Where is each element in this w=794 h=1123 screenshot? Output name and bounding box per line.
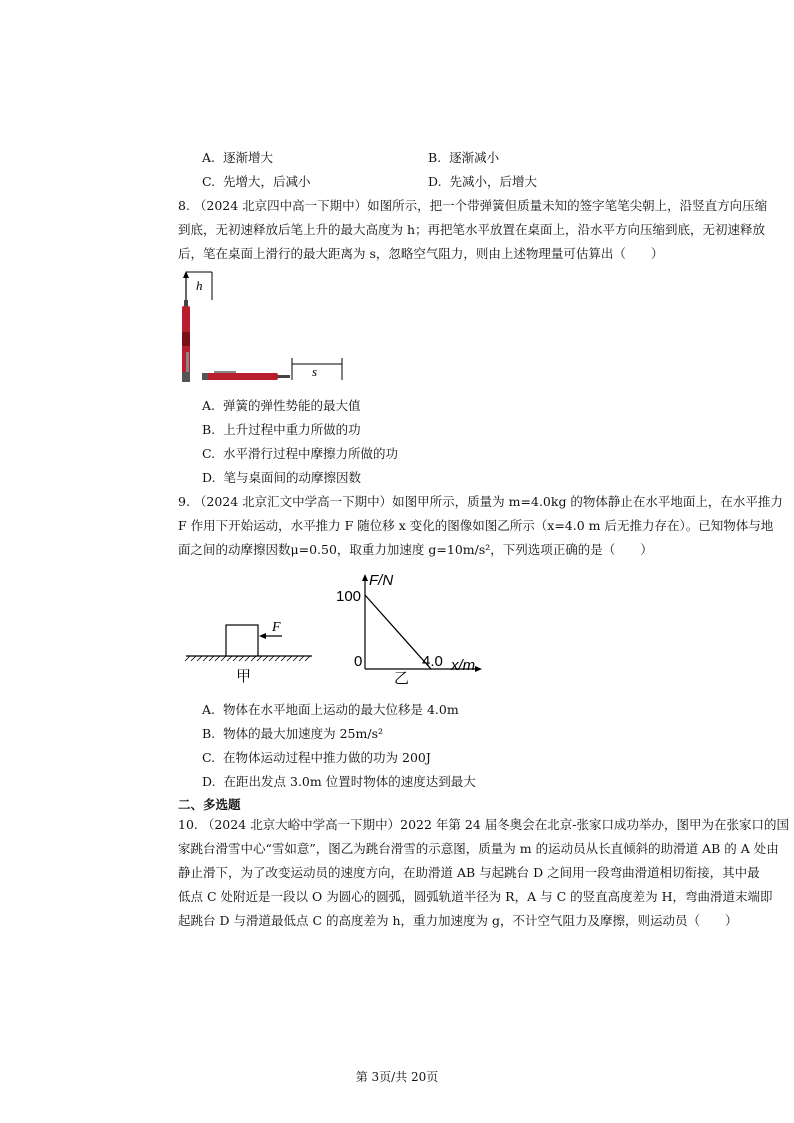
x-tick-4: 4.0 xyxy=(422,653,443,670)
vertical-pen-grip xyxy=(182,332,190,346)
horizontal-pen-body xyxy=(206,373,278,380)
q7-option-a: A. 逐渐增大 xyxy=(202,150,273,165)
y-axis-arrow xyxy=(362,574,368,581)
x-axis-arrow xyxy=(475,666,482,672)
q10-stem-line-4: 低点 C 处附近是一段以 O 为圆心的圆弧，圆弧轨道半径为 R，A 与 C 的竖直高度差为 H，弯曲滑道末端即 xyxy=(178,889,773,904)
q9-figure-jia xyxy=(184,615,319,690)
y-tick-100: 100 xyxy=(336,588,362,605)
q9-figure-yi xyxy=(330,568,490,688)
force-label: F xyxy=(272,620,281,635)
ground-hatching xyxy=(185,656,310,661)
q9-option-c: C. 在物体运动过程中推力做的功为 200J xyxy=(202,750,431,765)
q8-stem-line-1: 8. （2024 北京四中高一下期中）如图所示，把一个带弹簧但质量未知的签字笔笔尖朝上，沿竖直方向压缩 xyxy=(178,198,768,213)
q7-option-b: B. 逐渐减小 xyxy=(428,150,500,165)
vertical-pen-cap xyxy=(182,372,190,382)
horizontal-pen-clip xyxy=(214,371,236,373)
vertical-pen-clip xyxy=(186,352,189,372)
q10-stem-line-1: 10. （2024 北京大峪中学高一下期中）2022 年第 24 届冬奥会在北京-张家口成功举办，图甲为在张家口的国 xyxy=(178,817,790,832)
block xyxy=(226,625,258,656)
q9-stem-line-2: F 作用下开始运动，水平推力 F 随位移 x 变化的图像如图乙所示（x=4.0 m 后无推力存在）。已知物体与地 xyxy=(178,518,774,533)
q10-stem-line-3: 静止滑下，为了改变运动员的速度方向，在助滑道 AB 与起跳台 D 之间用一段弯曲滑道相切衔接，其中最 xyxy=(178,865,760,880)
q9-option-d: D. 在距出发点 3.0m 位置时物体的速度达到最大 xyxy=(202,774,476,789)
q9-stem-line-3: 面之间的动摩擦因数μ=0.50，取重力加速度 g=10m/s²，下列选项正确的是（ ） xyxy=(178,542,653,557)
q9-option-b: B. 物体的最大加速度为 25m/s² xyxy=(202,726,383,741)
vertical-pen-tip xyxy=(184,300,188,306)
page-footer: 第 3页/共 20页 xyxy=(355,1070,439,1084)
q9-stem-line-1: 9. （2024 北京汇文中学高一下期中）如图甲所示，质量为 m=4.0kg 的物体静止在水平地面上，在水平推力 xyxy=(178,494,783,509)
x-axis-label: x/m xyxy=(451,657,476,674)
section-heading-multiple-choice: 二、多选题 xyxy=(178,797,241,812)
yi-caption: 乙 xyxy=(394,669,410,687)
q8-option-b: B. 上升过程中重力所做的功 xyxy=(202,422,361,437)
horizontal-pen-cap xyxy=(202,373,208,380)
q10-stem-line-5: 起跳台 D 与滑道最低点 C 的高度差为 h，重力加速度为 g，不计空气阻力及摩擦，则运动员（ ） xyxy=(178,913,738,928)
jia-caption: 甲 xyxy=(236,667,252,685)
horizontal-pen-tip xyxy=(278,375,290,378)
q9-option-a: A. 物体在水平地面上运动的最大位移是 4.0m xyxy=(202,702,459,717)
q7-option-d: D. 先减小，后增大 xyxy=(428,174,538,189)
force-arrow-head xyxy=(259,633,266,639)
s-label: s xyxy=(312,364,318,379)
y-axis-label: F/N xyxy=(369,572,394,589)
q8-option-c: C. 水平滑行过程中摩擦力所做的功 xyxy=(202,446,399,461)
q8-option-a: A. 弹簧的弹性势能的最大值 xyxy=(202,398,361,413)
q8-option-d: D. 笔与桌面间的动摩擦因数 xyxy=(202,470,362,485)
q8-stem-line-3: 后，笔在桌面上滑行的最大距离为 s，忽略空气阻力，则由上述物理量可估算出（ ） xyxy=(178,246,664,261)
h-label: h xyxy=(196,278,203,293)
q7-option-c: C. 先增大，后减小 xyxy=(202,174,311,189)
q8-stem-line-2: 到底，无初速释放后笔上升的最大高度为 h；再把笔水平放置在桌面上，沿水平方向压缩到底，无初速释放 xyxy=(178,222,766,237)
q10-stem-line-2: 家跳台滑雪中心“雪如意”，图乙为跳台滑雪的示意图，质量为 m 的运动员从长直倾斜的助滑道 AB 的 A 处由 xyxy=(178,841,779,856)
origin-label: 0 xyxy=(354,653,363,670)
q8-pen-figure xyxy=(176,268,356,388)
